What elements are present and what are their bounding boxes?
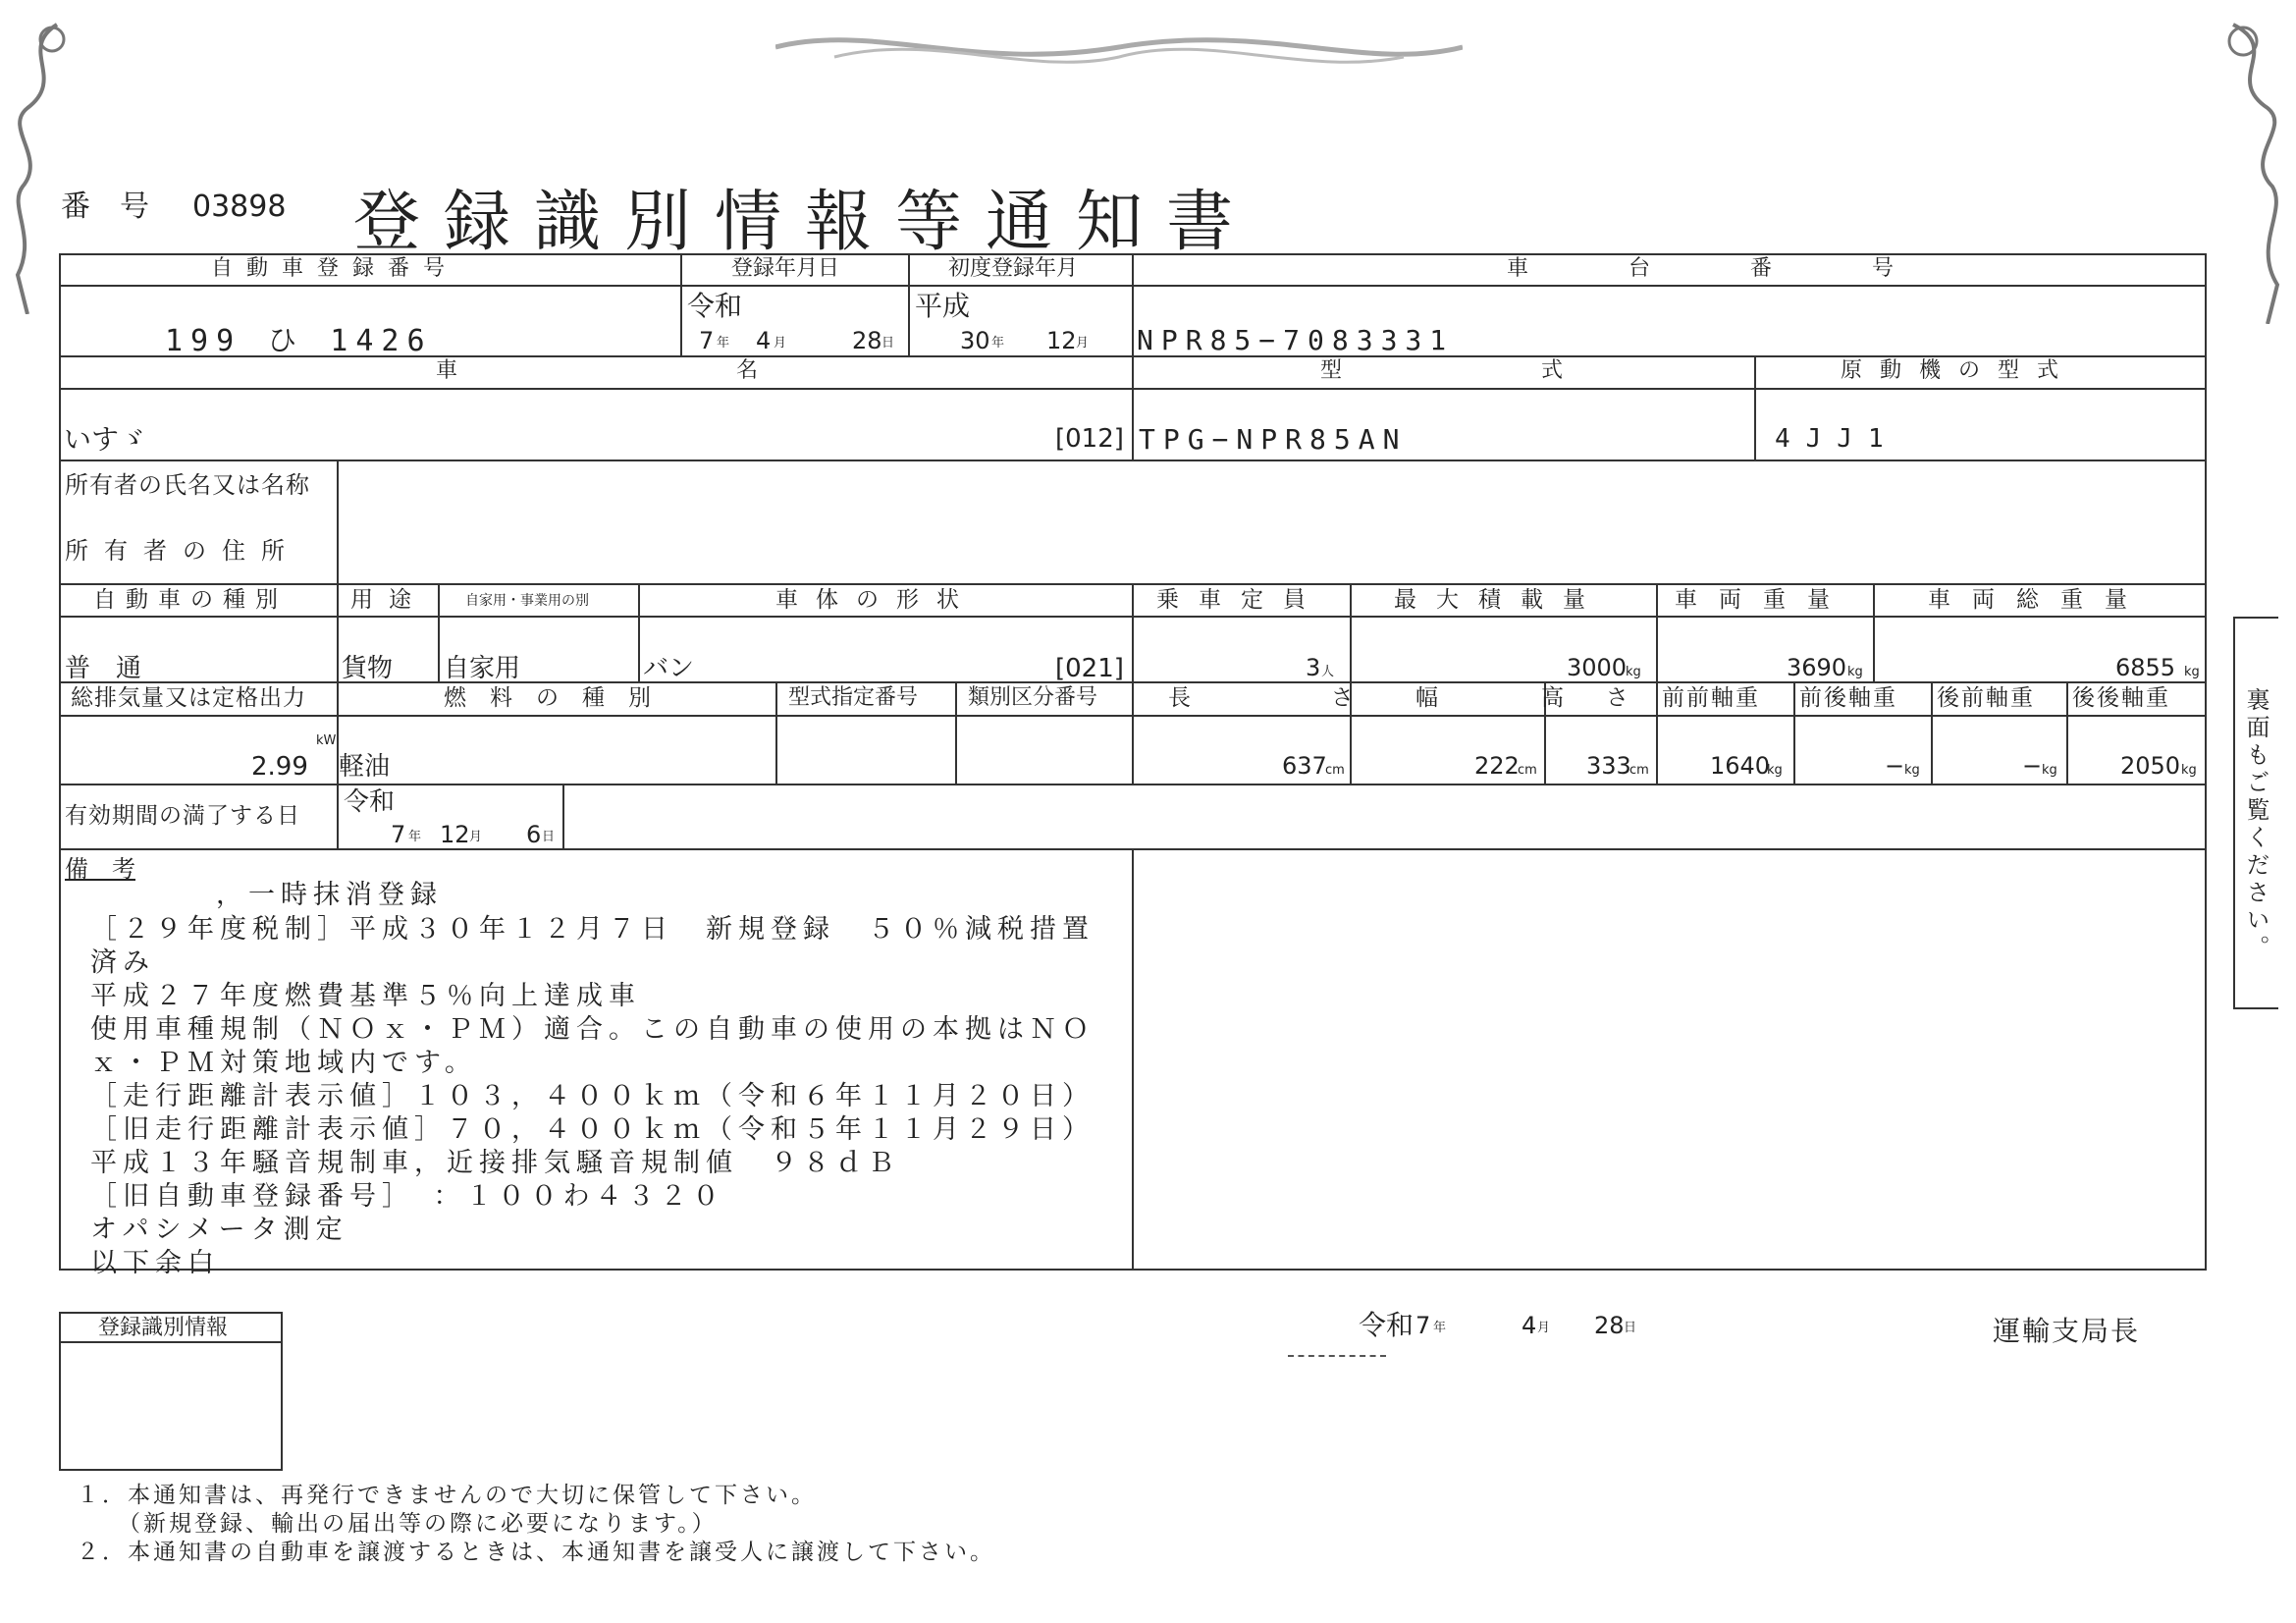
note-1b: （新規登録、輸出の届出等の際に必要になります。）	[118, 1511, 718, 1537]
expiry-day-unit: 日	[542, 830, 556, 844]
width-value: 222	[1474, 752, 1520, 780]
header-width: 幅	[1415, 685, 1438, 711]
issue-day: 28	[1594, 1312, 1625, 1339]
max-load-value: 3000	[1567, 654, 1628, 681]
model-designation: TPG−NPR85AN	[1139, 423, 1408, 456]
remark-line: 平成１３年騒音規制車，近接排気騒音規制値 ９８ｄＢ	[90, 1148, 900, 1178]
remark-line: 以下余白	[90, 1248, 220, 1278]
note-2: ２．本通知書の自動車を譲渡するときは、本通知書を譲受人に譲渡して下さい。	[77, 1540, 995, 1565]
header-engine-model: 原動機の型式	[1841, 358, 2077, 383]
width-unit: cm	[1518, 763, 1537, 778]
height-value: 333	[1586, 752, 1631, 780]
header-type-designation: 型式指定番号	[788, 685, 919, 710]
rf-axle-value: −	[2022, 752, 2043, 780]
remark-line: オパシメータ測定	[90, 1215, 348, 1245]
remark-line: ［旧自動車登録番号］ ：１００わ４３２０	[90, 1181, 725, 1212]
header-remarks: 備 考	[65, 855, 135, 883]
rr-axle-unit: kg	[2181, 763, 2197, 778]
remark-line: ［２９年度税制］平成３０年１２月７日 新規登録 ５０％減税措置	[90, 914, 1095, 945]
header-max-load: 最大積載量	[1394, 587, 1605, 613]
remark-line: 済み	[90, 947, 155, 978]
first-reg-month: 12	[1046, 327, 1077, 354]
displacement-unit: kW	[316, 733, 337, 748]
header-capacity: 乗車定員	[1156, 587, 1325, 613]
header-body-shape: 車体の形状	[775, 587, 977, 613]
plate-number: 199 ひ 1426	[165, 324, 433, 358]
issue-month: 4	[1522, 1312, 1537, 1339]
header-first-reg: 初度登録年月	[948, 256, 1079, 281]
gross-weight-unit: kg	[2184, 665, 2200, 679]
header-category: 類別区分番号	[968, 685, 1098, 710]
gross-weight-value: 6855	[2115, 654, 2176, 681]
expiry-day: 6	[526, 821, 542, 848]
issue-year: 7	[1415, 1312, 1431, 1339]
first-reg-month-unit: 月	[1076, 336, 1090, 351]
maker-name: いすゞ	[64, 423, 147, 456]
expiry-month-unit: 月	[469, 830, 483, 844]
rr-axle-value: 2050	[2120, 752, 2181, 780]
corner-ornament-right	[2214, 20, 2292, 324]
remark-line: ｘ・ＰＭ対策地域内です。	[90, 1048, 477, 1078]
reg-day-unit: 日	[881, 336, 895, 351]
issue-year-unit: 年	[1433, 1321, 1447, 1335]
reg-info-label: 登録識別情報	[98, 1316, 229, 1340]
header-displacement: 総排気量又は定格出力	[71, 685, 306, 711]
top-ornament	[775, 18, 1463, 77]
header-owner-name: 所有者の氏名又は名称	[65, 471, 310, 499]
expiry-year-unit: 年	[408, 830, 422, 844]
fr-axle-unit: kg	[1904, 763, 1920, 778]
private-commercial: 自家用	[444, 654, 521, 683]
header-car-name-2: 名	[736, 358, 759, 383]
chassis-number: NPR85−7083331	[1137, 324, 1455, 356]
header-model-1: 型	[1320, 358, 1343, 383]
expiry-era: 令和	[344, 787, 396, 817]
reg-day: 28	[852, 327, 882, 354]
header-rf-axle: 後前軸重	[1937, 685, 2035, 711]
weight-value: 3690	[1787, 654, 1847, 681]
expiry-month: 12	[440, 821, 470, 848]
header-reg-date: 登録年月日	[731, 256, 840, 281]
header-height: 高 さ	[1541, 685, 1638, 711]
remark-line: ，一時抹消登録	[216, 880, 443, 910]
issue-month-unit: 月	[1537, 1321, 1551, 1335]
header-gross-weight: 車両総重量	[1928, 587, 2149, 613]
body-shape: バン	[643, 654, 695, 683]
header-owner-address: 所有者の住所	[65, 537, 300, 565]
document-title: 登録識別情報等通知書	[353, 184, 1257, 261]
vehicle-kind: 普 通	[65, 654, 142, 683]
expiry-year: 7	[391, 821, 406, 848]
reg-month: 4	[756, 327, 772, 354]
header-expiry: 有効期間の満了する日	[65, 803, 300, 829]
displacement-value: 2.99	[251, 752, 308, 782]
issuer: 運輸支局長	[1993, 1315, 2141, 1347]
signature-dash	[1288, 1355, 1386, 1357]
first-reg-year: 30	[960, 327, 990, 354]
first-reg-year-unit: 年	[991, 336, 1005, 351]
vehicle-use: 貨物	[342, 654, 394, 683]
height-unit: cm	[1629, 763, 1649, 778]
remark-line: ［走行距離計表示値］１０３，４００ｋｍ（令和６年１１月２０日）	[90, 1081, 1095, 1111]
remark-line: 平成２７年度燃費基準５％向上達成車	[90, 981, 641, 1011]
header-use: 用途	[350, 587, 427, 613]
rf-axle-unit: kg	[2042, 763, 2057, 778]
document-number: 03898	[192, 189, 287, 224]
side-note: 裏面もご覧ください。	[2242, 687, 2269, 962]
max-load-unit: kg	[1626, 665, 1641, 679]
reg-year: 7	[699, 327, 715, 354]
reg-year-unit: 年	[717, 336, 730, 351]
body-code: [021]	[1055, 654, 1124, 683]
first-reg-era: 平成	[915, 290, 971, 322]
capacity-value: 3	[1306, 654, 1321, 681]
issue-day-unit: 日	[1624, 1321, 1637, 1335]
remark-line: 使用車種規制（ＮＯｘ・ＰＭ）適合。この自動車の使用の本拠はＮＯ	[90, 1014, 1095, 1045]
fuel-type: 軽油	[339, 752, 391, 782]
document-number-label: 番 号	[61, 189, 149, 224]
header-weight: 車両重量	[1675, 587, 1851, 613]
header-chassis-no: 車 台 番 号	[1507, 256, 1934, 281]
length-value: 637	[1282, 752, 1327, 780]
header-fr-axle: 前後軸重	[1799, 685, 1897, 711]
header-fuel: 燃料の種別	[444, 685, 674, 711]
header-rr-axle: 後後軸重	[2072, 685, 2170, 711]
header-ff-axle: 前前軸重	[1662, 685, 1760, 711]
fr-axle-value: −	[1885, 752, 1905, 780]
issue-era: 令和	[1359, 1309, 1415, 1341]
model-code: [012]	[1055, 424, 1124, 454]
weight-unit: kg	[1847, 665, 1863, 679]
header-private-commercial: 自家用・事業用の別	[465, 593, 589, 609]
ff-axle-unit: kg	[1767, 763, 1783, 778]
ff-axle-value: 1640	[1710, 752, 1771, 780]
length-unit: cm	[1325, 763, 1345, 778]
reg-month-unit: 月	[774, 336, 787, 351]
reg-era: 令和	[687, 290, 743, 322]
note-1: １．本通知書は、再発行できませんので大切に保管して下さい。	[77, 1483, 817, 1508]
header-model-2: 式	[1541, 358, 1564, 383]
header-car-name-1: 車	[436, 358, 458, 383]
remark-line: ［旧走行距離計表示値］７０，４００ｋｍ（令和５年１１月２９日）	[90, 1114, 1095, 1145]
header-reg-number: 自動車登録番号	[211, 256, 459, 281]
engine-model: 4JJ1	[1775, 424, 1899, 454]
capacity-unit: 人	[1321, 665, 1335, 679]
header-vehicle-type: 自動車の種別	[93, 587, 288, 613]
header-length: 長 さ	[1168, 685, 1413, 711]
